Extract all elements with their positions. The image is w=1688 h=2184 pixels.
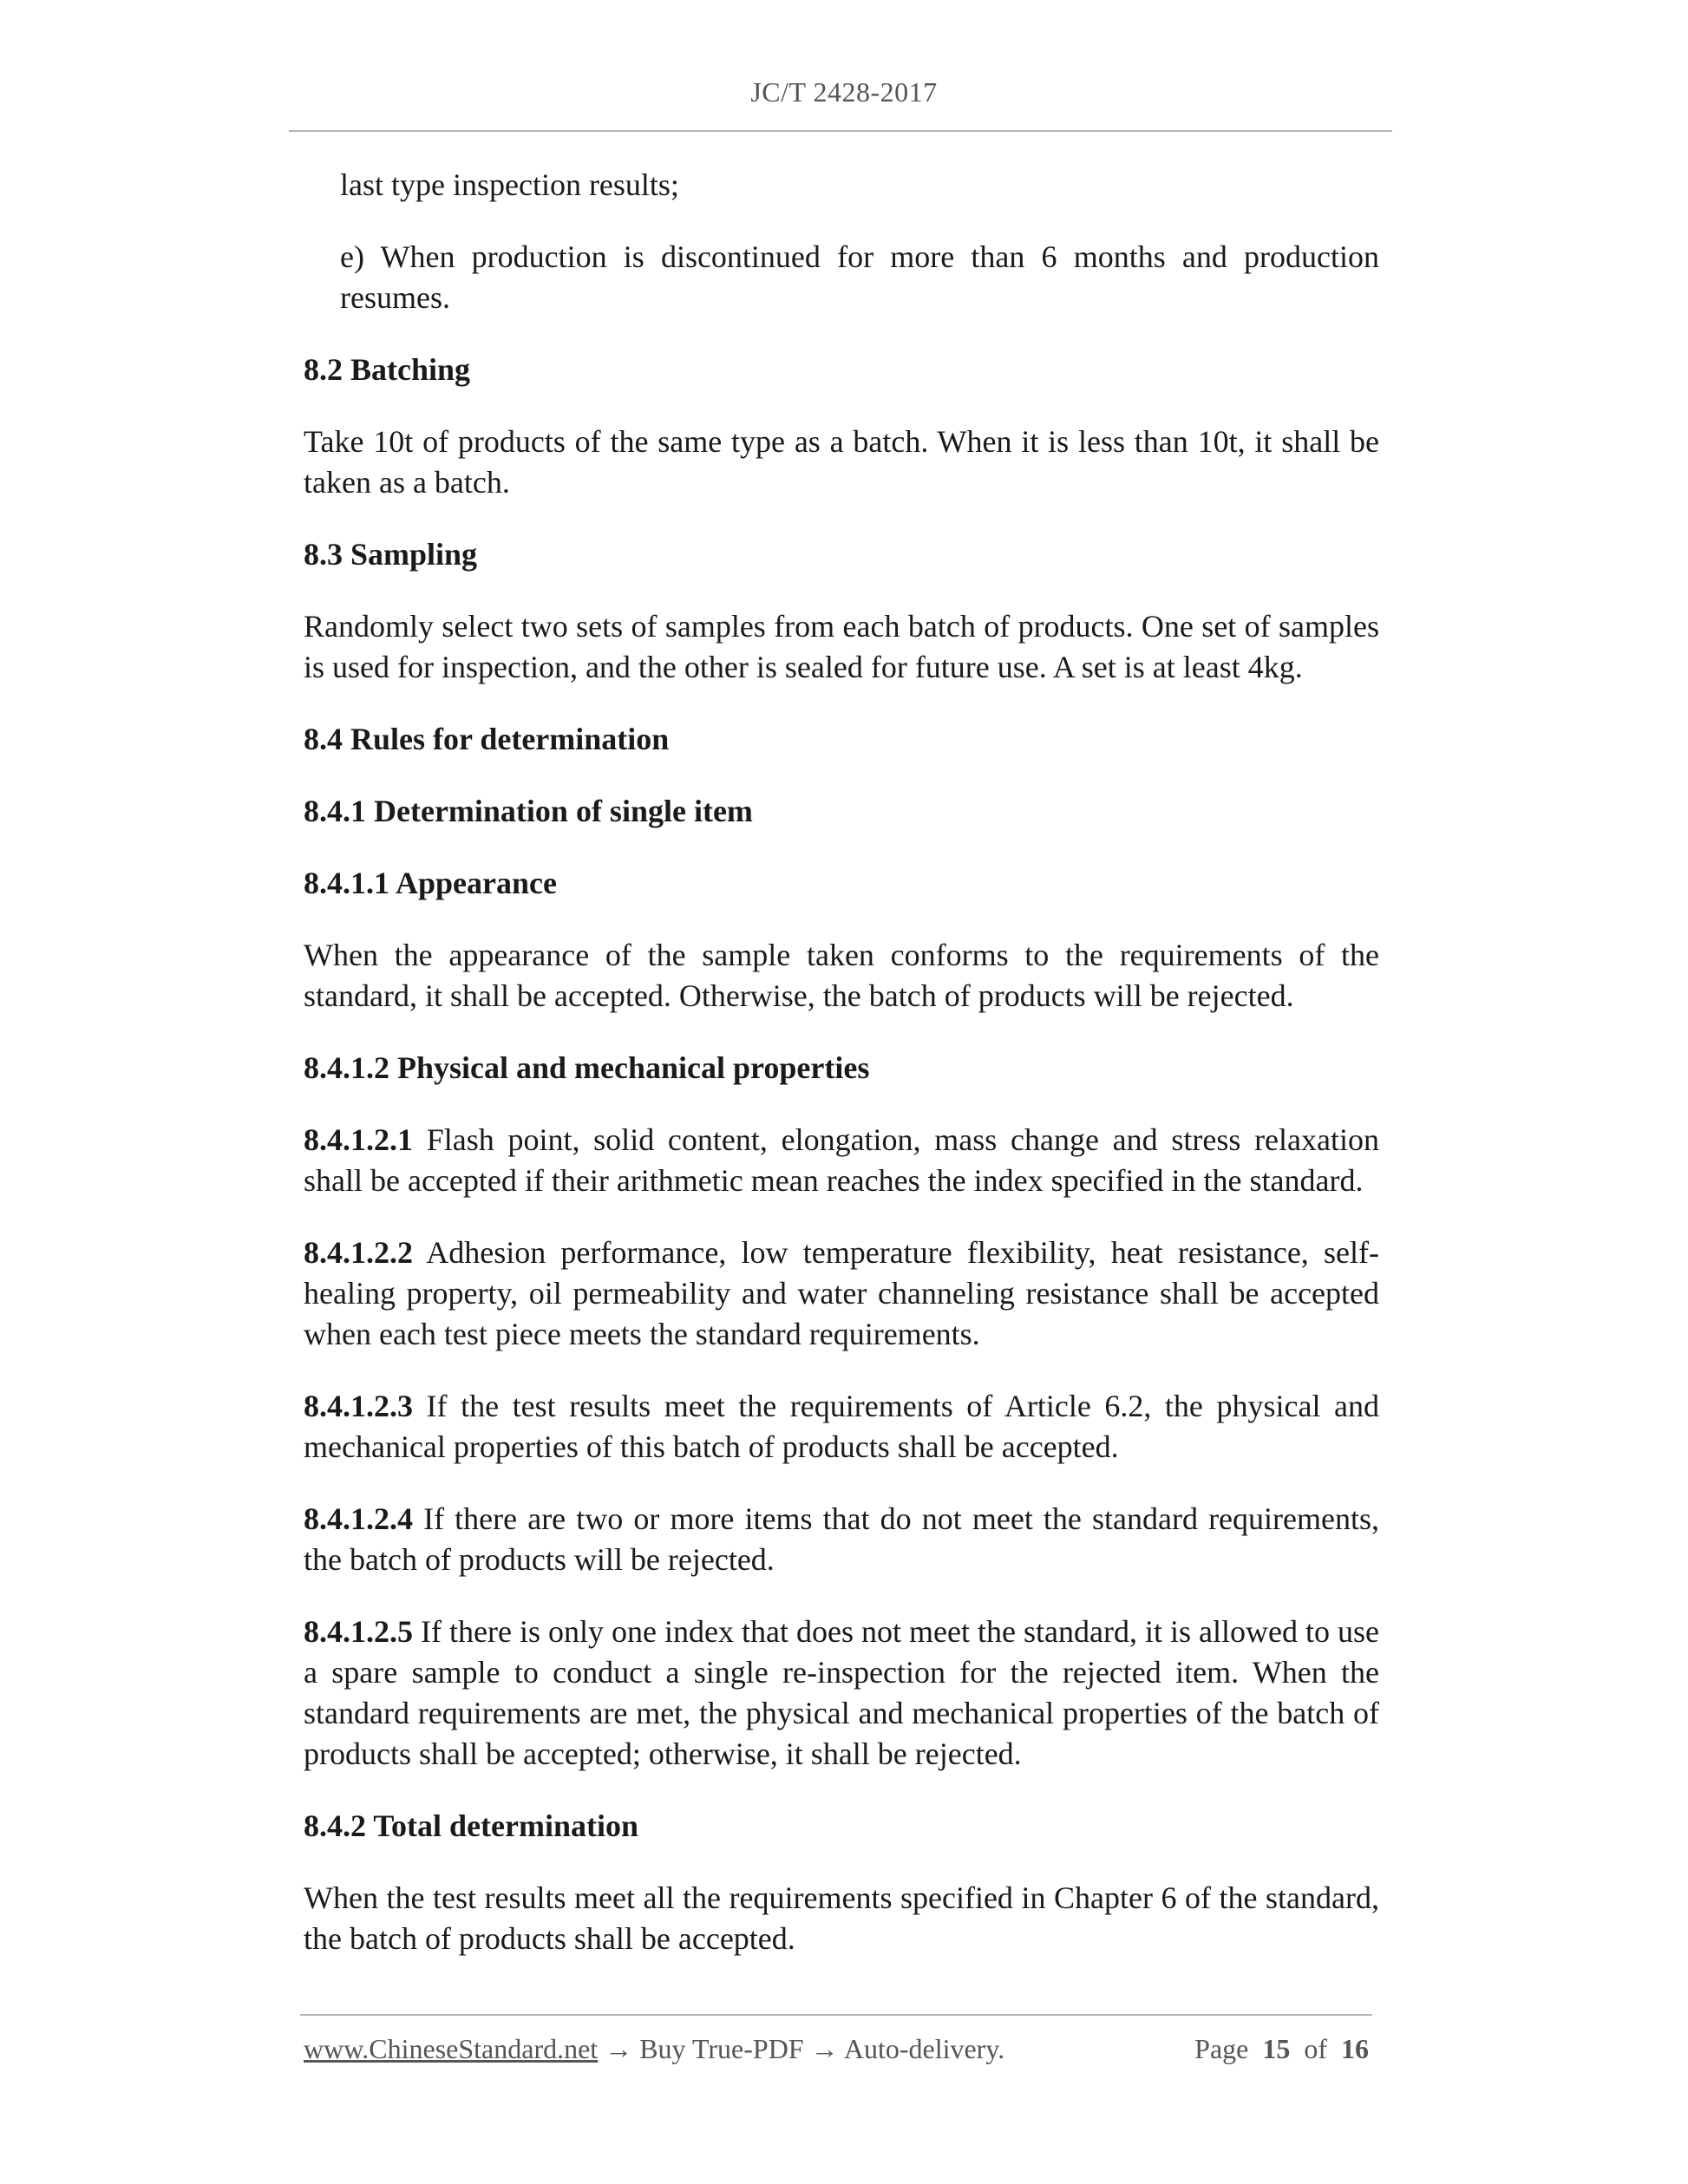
clause-text: If there is only one index that does not meet the standard, it is allowed to use a spare sample to conduct a single re-inspection for the rejected item. When the standard requirements are met, the physical and mechanical properties of the batch of products shall be accepted; otherwise, it shall be rejected. xyxy=(304,1614,1379,1771)
page-word: Page xyxy=(1194,2033,1249,2064)
section-heading-8-4-1: 8.4.1 Determination of single item xyxy=(304,794,753,828)
list-item-e: e) When production is discontinued for more than 6 months and production resumes. xyxy=(340,239,1379,315)
section-heading-8-4-1-2: 8.4.1.2 Physical and mechanical properties xyxy=(304,1050,870,1085)
header-divider xyxy=(289,130,1392,132)
of-word: of xyxy=(1304,2033,1327,2064)
clause-number: 8.4.1.2.2 xyxy=(304,1235,413,1270)
section-heading-8-2: 8.2 Batching xyxy=(304,352,471,387)
doc-code: JC/T 2428-2017 xyxy=(750,76,938,108)
clause-text: If there are two or more items that do not meet the standard requirements, the batch of products will be rejected. xyxy=(304,1501,1379,1577)
page-content xyxy=(304,165,1379,1991)
clause-8-4-1-2-3 xyxy=(304,1386,1379,1468)
site-link[interactable]: www.ChineseStandard.net xyxy=(304,2033,599,2064)
footer-tagline: → Buy True-PDF → Auto-delivery. xyxy=(598,2033,1005,2064)
paragraph-total-determination: When the test results meet all the requirements specified in Chapter 6 of the standard, the batch of products shall be accepted. xyxy=(304,1880,1379,1956)
clause-8-4-1-2-5 xyxy=(304,1612,1379,1775)
paragraph-sampling: Randomly select two sets of samples from each batch of products. One set of samples is used for inspection, and the other is sealed for future use. A set is at least 4kg. xyxy=(304,609,1379,684)
page-indicator xyxy=(1194,2033,1369,2065)
clause-text: Adhesion performance, low temperature flexibility, heat resistance, self-healing property, oil permeability and water channeling resistance shall be accepted when each test piece meets the standard requirements. xyxy=(304,1235,1379,1351)
page-total: 16 xyxy=(1341,2033,1369,2064)
section-heading-8-4-2: 8.4.2 Total determination xyxy=(304,1808,639,1843)
section-heading-8-4-1-1: 8.4.1.1 Appearance xyxy=(304,866,557,900)
section-heading-8-3: 8.3 Sampling xyxy=(304,537,478,572)
footer-promo xyxy=(304,2033,1004,2065)
clause-8-4-1-2-1 xyxy=(304,1120,1379,1201)
clause-text: If the test results meet the requirements of Article 6.2, the physical and mechanical properties of this batch of products shall be accepted. xyxy=(304,1389,1379,1464)
clause-8-4-1-2-2 xyxy=(304,1233,1379,1355)
paragraph-continuation: last type inspection results; xyxy=(340,167,679,202)
clause-text: Flash point, solid content, elongation, mass change and stress relaxation shall be accepted if their arithmetic mean reaches the index specified in the standard. xyxy=(304,1122,1379,1198)
clause-number: 8.4.1.2.3 xyxy=(304,1389,413,1423)
clause-8-4-1-2-4 xyxy=(304,1499,1379,1580)
page-header xyxy=(0,76,1688,108)
page-number: 15 xyxy=(1262,2033,1291,2064)
page-footer xyxy=(304,2033,1369,2071)
paragraph-batching: Take 10t of products of the same type as a batch. When it is less than 10t, it shall be taken as a batch. xyxy=(304,424,1379,500)
clause-number: 8.4.1.2.4 xyxy=(304,1501,413,1536)
footer-divider xyxy=(300,2014,1372,2016)
clause-number: 8.4.1.2.1 xyxy=(304,1122,413,1157)
paragraph-appearance: When the appearance of the sample taken conforms to the requirements of the standard, it shall be accepted. Otherwise, the batch of products will be rejected. xyxy=(304,938,1379,1013)
section-heading-8-4: 8.4 Rules for determination xyxy=(304,722,670,756)
clause-number: 8.4.1.2.5 xyxy=(304,1614,413,1649)
